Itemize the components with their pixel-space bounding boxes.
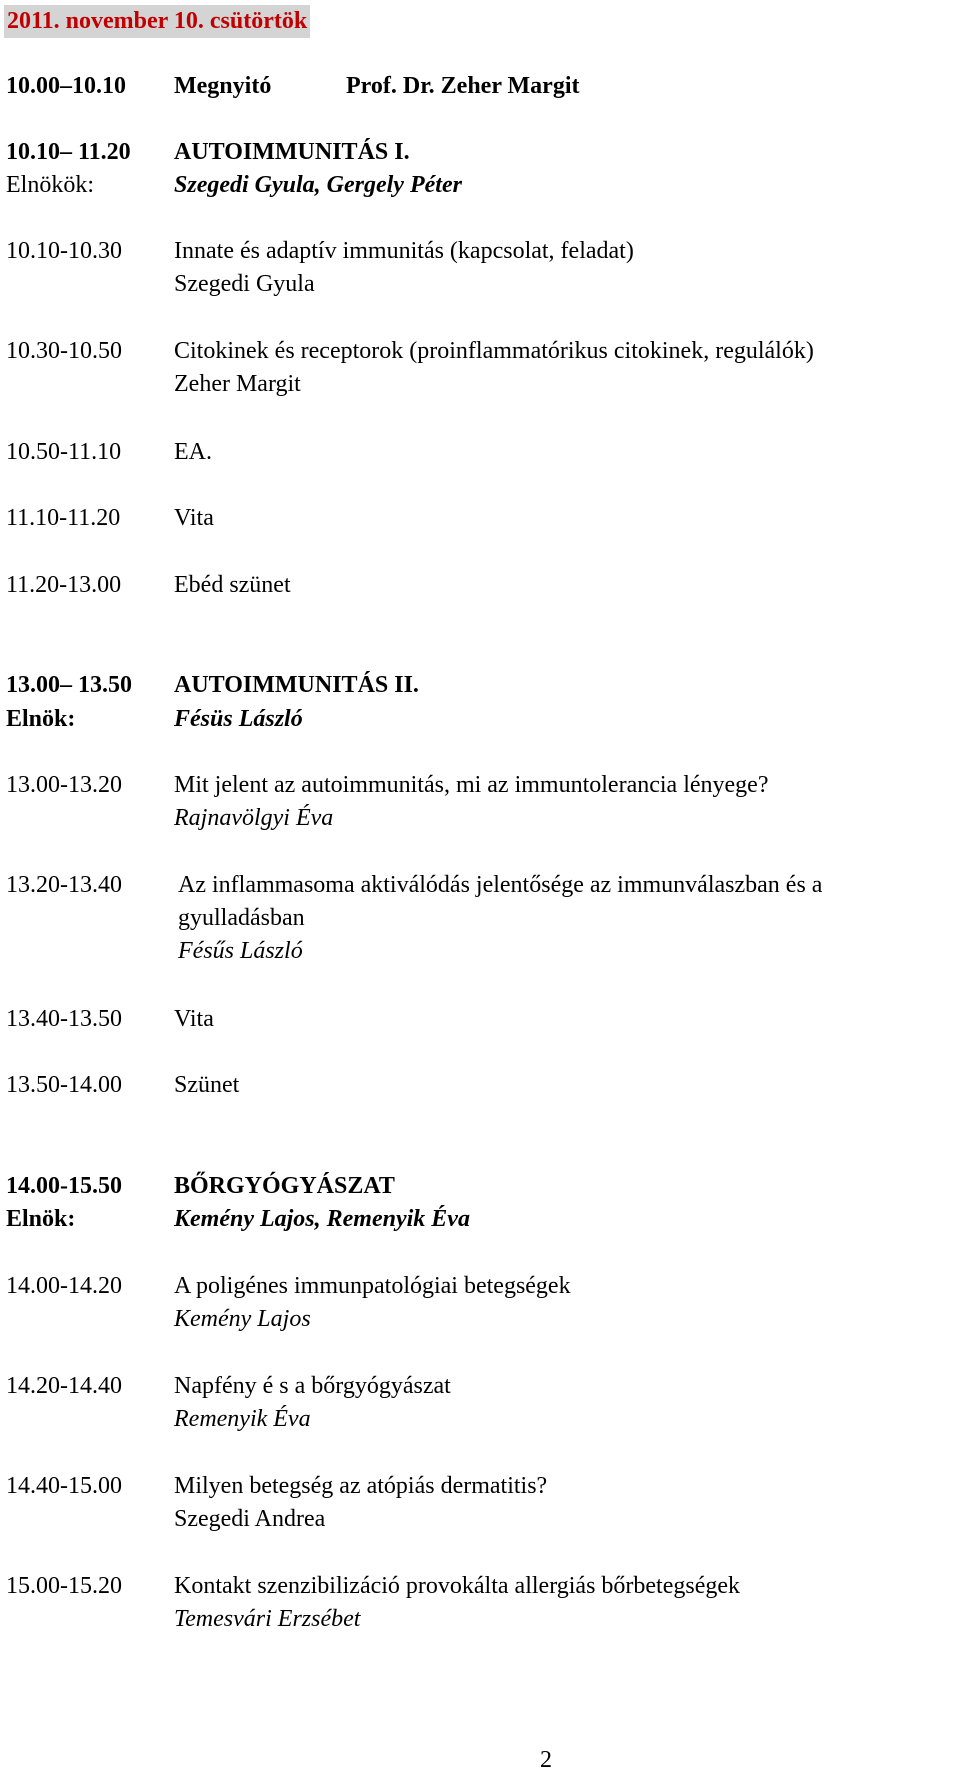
session-2-title: AUTOIMMUNITÁS II.	[174, 672, 419, 698]
item-time: 10.10-10.30	[6, 238, 122, 264]
item-time: 14.40-15.00	[6, 1473, 122, 1499]
session-1-time: 10.10– 11.20	[6, 139, 131, 165]
item-title: Citokinek és receptorok (proinflammatórikus citokinek, regulálók)	[174, 338, 814, 364]
item-title: EA.	[174, 439, 212, 465]
item-time: 11.10-11.20	[6, 505, 121, 531]
session-2-chairs: Fésüs László	[174, 706, 303, 732]
session-1-chairs: Szegedi Gyula, Gergely Péter	[174, 172, 462, 198]
date-header: 2011. november 10. csütörtök	[4, 5, 310, 38]
item-time: 13.00-13.20	[6, 772, 122, 798]
item-time: 10.50-11.10	[6, 439, 122, 465]
item-time: 10.30-10.50	[6, 338, 122, 364]
item-title: A poligénes immunpatológiai betegségek	[174, 1273, 571, 1299]
session-2-time: 13.00– 13.50	[6, 672, 132, 698]
opening-title: Megnyitó	[174, 73, 272, 99]
session-3-title: BŐRGYÓGYÁSZAT	[174, 1173, 395, 1199]
page-number: 2	[540, 1747, 552, 1773]
item-title: Kontakt szenzibilizáció provokálta allergiás bőrbetegségek	[174, 1573, 741, 1599]
item-title: Szünet	[174, 1072, 240, 1098]
item-title: Ebéd szünet	[174, 572, 291, 598]
item-title: Mit jelent az autoimmunitás, mi az immuntolerancia lényege?	[174, 772, 769, 798]
item-title: Napfény é s a bőrgyógyászat	[174, 1373, 451, 1399]
opening-time: 10.00–10.10	[6, 73, 126, 99]
item-time: 13.20-13.40	[6, 872, 122, 898]
item-speaker: Szegedi Andrea	[174, 1506, 326, 1532]
item-time: 14.20-14.40	[6, 1373, 122, 1399]
item-title: Milyen betegség az atópiás dermatitis?	[174, 1473, 548, 1499]
item-speaker: Temesvári Erzsébet	[174, 1606, 361, 1632]
item-time: 13.40-13.50	[6, 1006, 122, 1032]
session-2-chairs-label: Elnök:	[6, 706, 76, 732]
session-1-chairs-label: Elnökök:	[6, 172, 94, 198]
item-speaker: Rajnavölgyi Éva	[174, 805, 334, 831]
session-3-chairs-label: Elnök:	[6, 1206, 76, 1232]
item-speaker: Remenyik Éva	[174, 1406, 311, 1432]
session-3-time: 14.00-15.50	[6, 1173, 122, 1199]
item-title: Vita	[174, 1006, 214, 1032]
item-title: Innate és adaptív immunitás (kapcsolat, feladat)	[174, 238, 634, 264]
opening-speaker: Prof. Dr. Zeher Margit	[346, 73, 580, 99]
item-speaker: Fésűs László	[178, 938, 303, 964]
item-time: 14.00-14.20	[6, 1273, 122, 1299]
item-time: 11.20-13.00	[6, 572, 122, 598]
session-1-title: AUTOIMMUNITÁS I.	[174, 139, 410, 165]
item-time: 15.00-15.20	[6, 1573, 122, 1599]
session-3-chairs: Kemény Lajos, Remenyik Éva	[174, 1206, 470, 1232]
item-speaker: Zeher Margit	[174, 371, 301, 397]
item-title-line-2: gyulladásban	[178, 905, 305, 931]
item-time: 13.50-14.00	[6, 1072, 122, 1098]
item-speaker: Szegedi Gyula	[174, 271, 315, 297]
item-title: Vita	[174, 505, 214, 531]
item-speaker: Kemény Lajos	[174, 1306, 311, 1332]
item-title-line-1: Az inflammasoma aktiválódás jelentősége az immunválaszban és a	[178, 872, 823, 898]
